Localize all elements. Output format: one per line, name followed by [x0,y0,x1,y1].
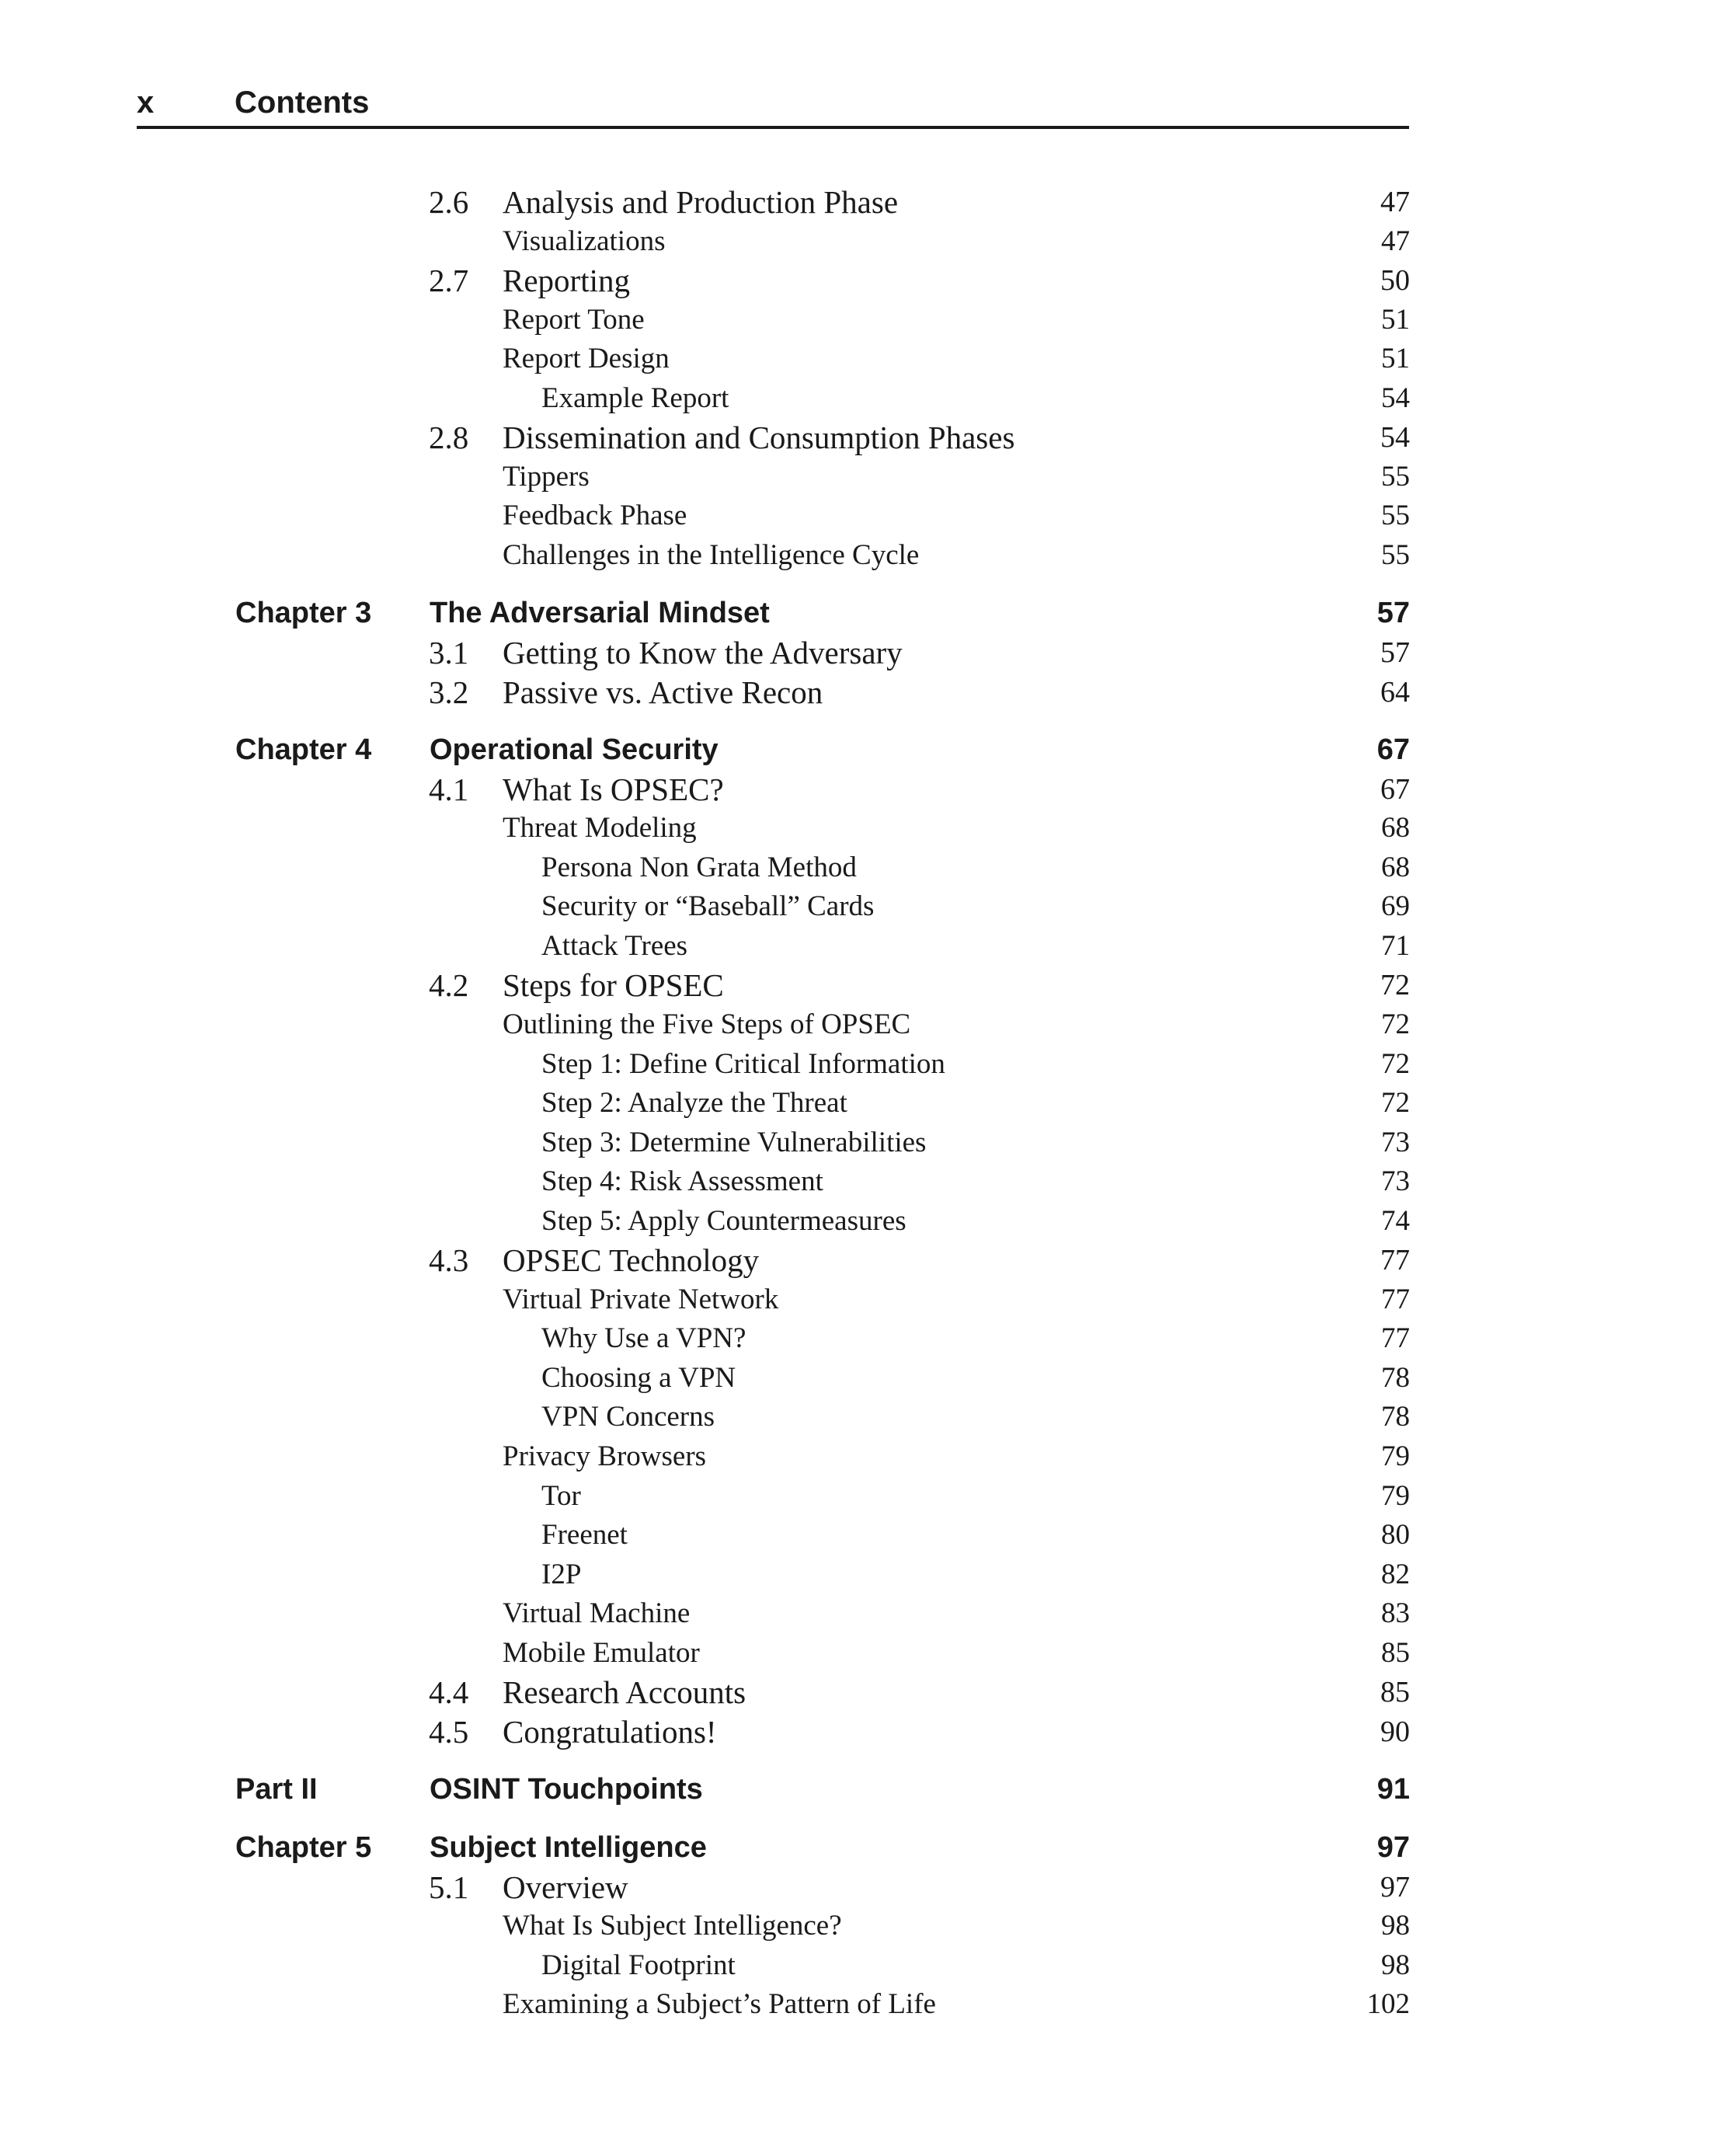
toc-page-number: 64 [1380,676,1410,709]
toc-page-number: 78 [1381,1401,1410,1433]
toc-entry-title: Congratulations! [503,1714,717,1750]
toc-entry[interactable] [0,927,1719,966]
toc-entry[interactable] [0,1634,1719,1673]
toc-section-number: 3.1 [429,635,469,670]
toc-entry-title: OPSEC Technology [503,1242,760,1278]
toc-entry-title: Why Use a VPN? [541,1322,746,1354]
toc-entry[interactable] [0,1241,1719,1280]
toc-entry[interactable] [0,536,1719,575]
toc-entry[interactable] [0,1123,1719,1162]
toc-page-number: 54 [1381,382,1410,414]
toc-entry-title: Challenges in the Intelligence Cycle [503,539,920,571]
toc-entry-title: Step 2: Analyze the Threat [541,1087,847,1119]
toc-page-number: 90 [1380,1715,1410,1748]
toc-entry-title: Operational Security [430,733,719,766]
toc-entry[interactable] [0,1398,1719,1437]
toc-page-number: 69 [1381,890,1410,922]
toc-entry-title: Passive vs. Active Recon [503,674,823,710]
toc-page-number: 77 [1380,1244,1410,1277]
toc-entry[interactable] [0,887,1719,926]
toc-entry[interactable] [0,966,1719,1005]
toc-entry[interactable] [0,1202,1719,1241]
toc-entry[interactable] [0,1437,1719,1476]
toc-page-number: 97 [1376,1831,1410,1864]
toc-page-number: 55 [1381,461,1410,493]
toc-page-number: 82 [1381,1559,1410,1590]
toc-entry-title: Subject Intelligence [430,1831,707,1864]
toc-entry[interactable] [0,1005,1719,1044]
header-title: Contents [235,85,370,120]
toc-entry-title: Persona Non Grata Method [541,852,857,883]
toc-page-number: 74 [1381,1205,1410,1237]
toc-entry[interactable] [0,1319,1719,1358]
toc-entry[interactable] [0,633,1719,672]
toc-entry[interactable] [0,1516,1719,1555]
toc-page-number: 91 [1376,1773,1410,1806]
toc-entry-title: Report Tone [503,304,645,336]
toc-entry-title: Outlining the Five Steps of OPSEC [503,1008,911,1040]
toc-section-number: 3.2 [429,674,469,710]
toc-entry[interactable] [0,1868,1719,1907]
toc-entry-title: Step 1: Define Critical Information [541,1048,945,1080]
toc-section-number: 4.5 [429,1714,469,1750]
toc-page-number: 57 [1376,597,1410,629]
toc-chapter-label: Chapter 5 [235,1831,372,1864]
toc-entry-title: Examining a Subject’s Pattern of Life [503,1988,936,2020]
toc-entry-title: Virtual Machine [503,1597,691,1629]
toc-page-number: 47 [1380,186,1410,218]
toc-page-number: 72 [1381,1087,1410,1119]
toc-section-number: 4.4 [429,1674,469,1710]
toc-entry[interactable] [0,340,1719,378]
toc-entry[interactable] [0,458,1719,496]
toc-page-number: 79 [1381,1480,1410,1512]
toc-entry-title: Example Report [541,382,729,414]
toc-entry-title: Tippers [503,461,590,493]
toc-page-number: 71 [1381,930,1410,962]
toc-entry-title: Threat Modeling [503,812,697,844]
toc-section-number: 4.3 [429,1242,469,1278]
toc-page-number: 72 [1380,969,1410,1001]
toc-page-number: 73 [1381,1127,1410,1158]
toc-section-number: 4.1 [429,771,469,807]
toc-entry[interactable] [0,1673,1719,1712]
header-page-number: x [137,85,155,120]
toc-page-number: 51 [1381,304,1410,336]
toc-page-number: 55 [1381,500,1410,531]
toc-page-number: 67 [1376,733,1410,766]
toc-entry-title: Mobile Emulator [503,1637,700,1669]
toc-entry-title: Feedback Phase [503,500,687,531]
toc-page-number: 79 [1381,1440,1410,1472]
toc-entry[interactable] [0,1045,1719,1084]
toc-page-number: 67 [1380,773,1410,806]
toc-entry[interactable] [0,1555,1719,1594]
toc-section-number: 5.1 [429,1869,469,1905]
toc-page-number: 77 [1381,1283,1410,1315]
toc-entry-title: Step 4: Risk Assessment [541,1165,823,1197]
toc-page-number: 98 [1381,1910,1410,1942]
toc-entry-title: Freenet [541,1519,628,1551]
toc-entry[interactable] [0,1477,1719,1516]
toc-entry[interactable] [0,1084,1719,1123]
toc-page-number: 55 [1381,539,1410,571]
toc-page-number: 50 [1380,264,1410,297]
toc-chapter-label: Part II [235,1773,318,1806]
toc-entry[interactable] [0,1946,1719,1985]
toc-entry-title: VPN Concerns [541,1401,715,1433]
toc-entry[interactable] [0,1359,1719,1398]
toc-entry[interactable] [0,594,1719,632]
toc-entry-title: I2P [541,1559,582,1590]
toc-section-number: 2.8 [429,420,469,455]
toc-entry-title: What Is OPSEC? [503,771,724,807]
toc-page-number: 98 [1381,1949,1410,1981]
toc-page-number: 102 [1366,1988,1410,2020]
toc-entry[interactable] [0,1907,1719,1945]
toc-section-number: 2.7 [429,263,469,298]
toc-page-number: 72 [1381,1008,1410,1040]
toc-entry-title: Visualizations [503,225,666,257]
toc-entry-title: Attack Trees [541,930,688,962]
toc-entry-title: Tor [541,1480,581,1512]
toc-entry[interactable] [0,496,1719,535]
toc-entry[interactable] [0,301,1719,340]
toc-entry[interactable] [0,1712,1719,1751]
toc-entry-title: Reporting [503,263,630,298]
toc-entry[interactable] [0,770,1719,809]
toc-entry[interactable] [0,1594,1719,1633]
toc-entry[interactable] [0,183,1719,221]
toc-entry[interactable] [0,673,1719,712]
toc-page-number: 85 [1380,1676,1410,1708]
toc-entry[interactable] [0,809,1719,848]
toc-section-number: 4.2 [429,967,469,1003]
toc-page-number: 85 [1381,1637,1410,1669]
toc-entry-title: Research Accounts [503,1674,746,1710]
toc-chapter-label: Chapter 3 [235,597,372,629]
toc-entry[interactable] [0,1828,1719,1867]
toc-entry-title: Choosing a VPN [541,1362,736,1394]
toc-page-number: 80 [1381,1519,1410,1551]
toc-entry[interactable] [0,379,1719,418]
toc-page-number: 54 [1380,421,1410,454]
toc-section-number: 2.6 [429,184,469,220]
toc-entry-title: Privacy Browsers [503,1440,707,1472]
toc-entry-title: The Adversarial Mindset [430,597,770,629]
toc-entry[interactable] [0,418,1719,457]
toc-entry[interactable] [0,730,1719,769]
toc-entry-title: Security or “Baseball” Cards [541,890,875,922]
toc-entry[interactable] [0,1770,1719,1809]
toc-entry-title: Getting to Know the Adversary [503,635,903,670]
toc-page-number: 68 [1381,812,1410,844]
toc-entry-title: OSINT Touchpoints [430,1773,703,1806]
toc-entry-title: Virtual Private Network [503,1283,779,1315]
toc-page-number: 72 [1381,1048,1410,1080]
toc-page-number: 68 [1381,852,1410,883]
toc-entry-title: Analysis and Production Phase [503,184,899,220]
toc-entry[interactable] [0,1162,1719,1201]
toc-entry-title: Step 3: Determine Vulnerabilities [541,1127,927,1158]
toc-page-number: 83 [1381,1597,1410,1629]
toc-page-number: 97 [1380,1871,1410,1903]
toc-entry-title: What Is Subject Intelligence? [503,1910,842,1942]
toc-entry[interactable] [0,1985,1719,2024]
toc-entry[interactable] [0,1280,1719,1319]
toc-entry-title: Report Design [503,343,670,374]
toc-page-number: 73 [1381,1165,1410,1197]
toc-entry[interactable] [0,261,1719,300]
toc-page-number: 51 [1381,343,1410,374]
toc-entry[interactable] [0,222,1719,261]
toc-page-number: 47 [1381,225,1410,257]
toc-page-number: 77 [1381,1322,1410,1354]
toc-entry[interactable] [0,848,1719,887]
toc-chapter-label: Chapter 4 [235,733,372,766]
toc-entry-title: Steps for OPSEC [503,967,724,1003]
toc-entry-title: Digital Footprint [541,1949,736,1981]
toc-entry-title: Dissemination and Consumption Phases [503,420,1015,455]
toc-entry-title: Overview [503,1869,628,1905]
toc-page-number: 57 [1380,636,1410,669]
toc-page-number: 78 [1381,1362,1410,1394]
toc-entry-title: Step 5: Apply Countermeasures [541,1205,906,1237]
